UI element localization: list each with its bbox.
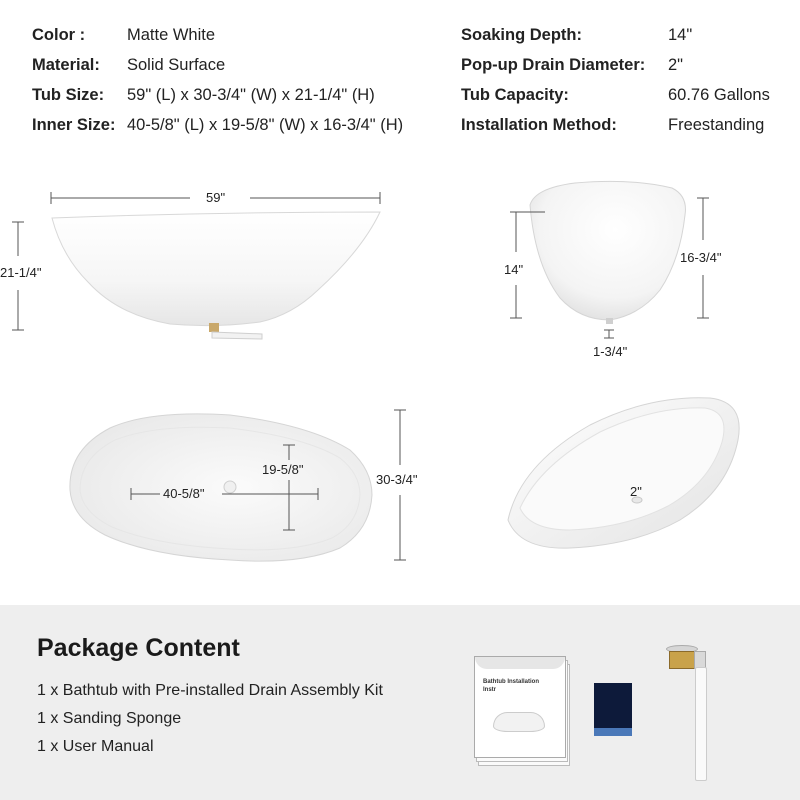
sanding-sponge-icon — [594, 683, 632, 736]
spec-label: Installation Method: — [461, 116, 617, 134]
spec-label: Pop-up Drain Diameter: — [461, 56, 646, 74]
top-inner-width-label: 19-5/8" — [262, 462, 304, 477]
spec-label: Soaking Depth: — [461, 26, 583, 44]
package-item: 1 x Bathtub with Pre-installed Drain Assembly Kit — [37, 682, 383, 699]
spec-value: Solid Surface — [127, 56, 226, 74]
end-drain-height-label: 1-3/4" — [593, 344, 628, 359]
package-title: Package Content — [37, 634, 240, 662]
package-item: 1 x Sanding Sponge — [37, 710, 182, 727]
persp-drain-label: 2" — [630, 484, 642, 499]
spec-value: 40-5/8" (L) x 19-5/8" (W) x 16-3/4" (H) — [127, 116, 404, 134]
end-soak-depth-label: 14" — [504, 262, 524, 277]
tub-top-view — [70, 414, 372, 561]
spec-label: Color : — [32, 26, 86, 44]
spec-value: 60.76 Gallons — [668, 86, 770, 104]
tub-end-view — [530, 181, 685, 324]
tub-perspective-view — [508, 398, 739, 548]
drain-icon — [224, 481, 236, 493]
spec-label: Material: — [32, 56, 100, 74]
spec-value: 59" (L) x 30-3/4" (W) x 21-1/4" (H) — [127, 86, 375, 104]
drain-fitting-icon — [209, 323, 219, 332]
manual-cover-title: Bathtub Installation — [483, 679, 539, 685]
spec-label: Tub Capacity: — [461, 86, 569, 104]
spec-value: Freestanding — [668, 116, 765, 134]
spec-value: 14" — [668, 26, 693, 44]
top-outer-width-label: 30-3/4" — [376, 472, 418, 487]
spec-value: 2" — [668, 56, 684, 74]
top-inner-length-label: 40-5/8" — [163, 486, 205, 501]
tub-side-view — [52, 212, 380, 339]
side-height-label: 21-1/4" — [0, 265, 42, 280]
user-manual-icon — [474, 656, 569, 766]
spec-label: Inner Size: — [32, 116, 116, 134]
end-drain-height-dimension-line — [604, 330, 614, 338]
spec-value: Matte White — [127, 26, 216, 44]
drain-hose-icon — [212, 332, 262, 339]
spec-label: Tub Size: — [32, 86, 105, 104]
manual-cover-subtitle: Instr — [483, 687, 497, 693]
side-length-label: 59" — [206, 190, 226, 205]
end-inner-height-label: 16-3/4" — [680, 250, 722, 265]
package-item: 1 x User Manual — [37, 738, 154, 755]
drain-assembly-icon — [660, 645, 720, 785]
